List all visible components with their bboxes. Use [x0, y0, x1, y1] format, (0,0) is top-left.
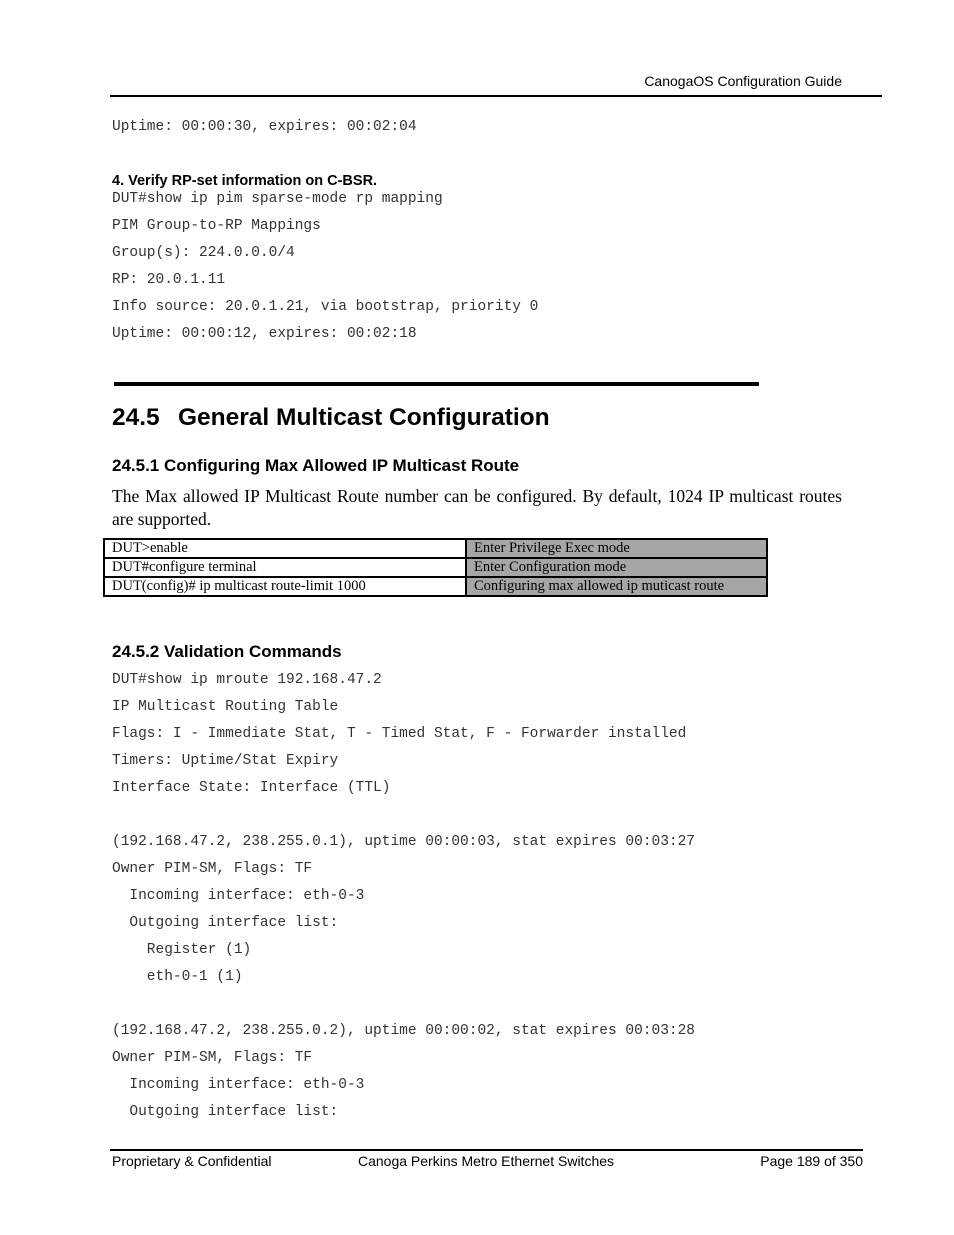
code-line: Register (1) — [112, 942, 252, 958]
description-cell: Configuring max allowed ip muticast route — [466, 577, 767, 596]
code-line: RP: 20.0.1.11 — [112, 272, 226, 288]
subsection-heading: 24.5.2 Validation Commands — [112, 642, 342, 661]
code-line: (192.168.47.2, 238.255.0.2), uptime 00:00:02, stat expires 00:03:28 — [112, 1023, 695, 1039]
section-divider — [114, 382, 759, 386]
section-title: General Multicast Configuration — [178, 404, 550, 431]
command-cell: DUT(config)# ip multicast route-limit 1000 — [104, 577, 466, 596]
code-line: Uptime: 00:00:30, expires: 00:02:04 — [112, 119, 417, 135]
code-line: Owner PIM-SM, Flags: TF — [112, 861, 313, 877]
code-line: IP Multicast Routing Table — [112, 699, 339, 715]
header-divider — [110, 95, 882, 97]
table-row — [104, 558, 767, 577]
code-line: Incoming interface: eth-0-3 — [112, 888, 365, 904]
footer-divider — [110, 1149, 863, 1151]
code-line: Outgoing interface list: — [112, 1104, 339, 1120]
section-heading — [112, 404, 550, 432]
description-cell: Enter Configuration mode — [466, 558, 767, 577]
code-line: PIM Group-to-RP Mappings — [112, 218, 321, 234]
running-header-title: CanogaOS Configuration Guide — [644, 73, 842, 89]
table-row — [104, 577, 767, 596]
code-line: Timers: Uptime/Stat Expiry — [112, 753, 339, 769]
subsection-heading: 24.5.1 Configuring Max Allowed IP Multicast Route — [112, 456, 520, 475]
code-line: Owner PIM-SM, Flags: TF — [112, 1050, 313, 1066]
description-cell: Enter Privilege Exec mode — [466, 539, 767, 558]
code-line: DUT#show ip pim sparse-mode rp mapping — [112, 191, 443, 207]
page-number: Page 189 of 350 — [760, 1153, 863, 1169]
step-heading: 4. Verify RP-set information on C-BSR. — [112, 173, 378, 189]
code-line: Incoming interface: eth-0-3 — [112, 1077, 365, 1093]
code-line: Interface State: Interface (TTL) — [112, 780, 391, 796]
footer-product: Canoga Perkins Metro Ethernet Switches — [358, 1153, 615, 1169]
command-table — [103, 538, 768, 597]
body-paragraph: The Max allowed IP Multicast Route number can be configured. By default, 1024 IP multicast routes are supported. — [112, 486, 842, 529]
code-line: Flags: I - Immediate Stat, T - Timed Stat, F - Forwarder installed — [112, 726, 687, 742]
code-line: eth-0-1 (1) — [112, 969, 243, 985]
footer-confidential: Proprietary & Confidential — [112, 1153, 272, 1169]
table-row — [104, 539, 767, 558]
code-line: Info source: 20.0.1.21, via bootstrap, priority 0 — [112, 299, 539, 315]
command-cell: DUT>enable — [104, 539, 466, 558]
command-cell: DUT#configure terminal — [104, 558, 466, 577]
code-line: Outgoing interface list: — [112, 915, 339, 931]
code-line: (192.168.47.2, 238.255.0.1), uptime 00:00:03, stat expires 00:03:27 — [112, 834, 695, 850]
code-line: Group(s): 224.0.0.0/4 — [112, 245, 295, 261]
code-line: Uptime: 00:00:12, expires: 00:02:18 — [112, 326, 417, 342]
section-number: 24.5 — [112, 404, 160, 431]
code-line: DUT#show ip mroute 192.168.47.2 — [112, 672, 382, 688]
